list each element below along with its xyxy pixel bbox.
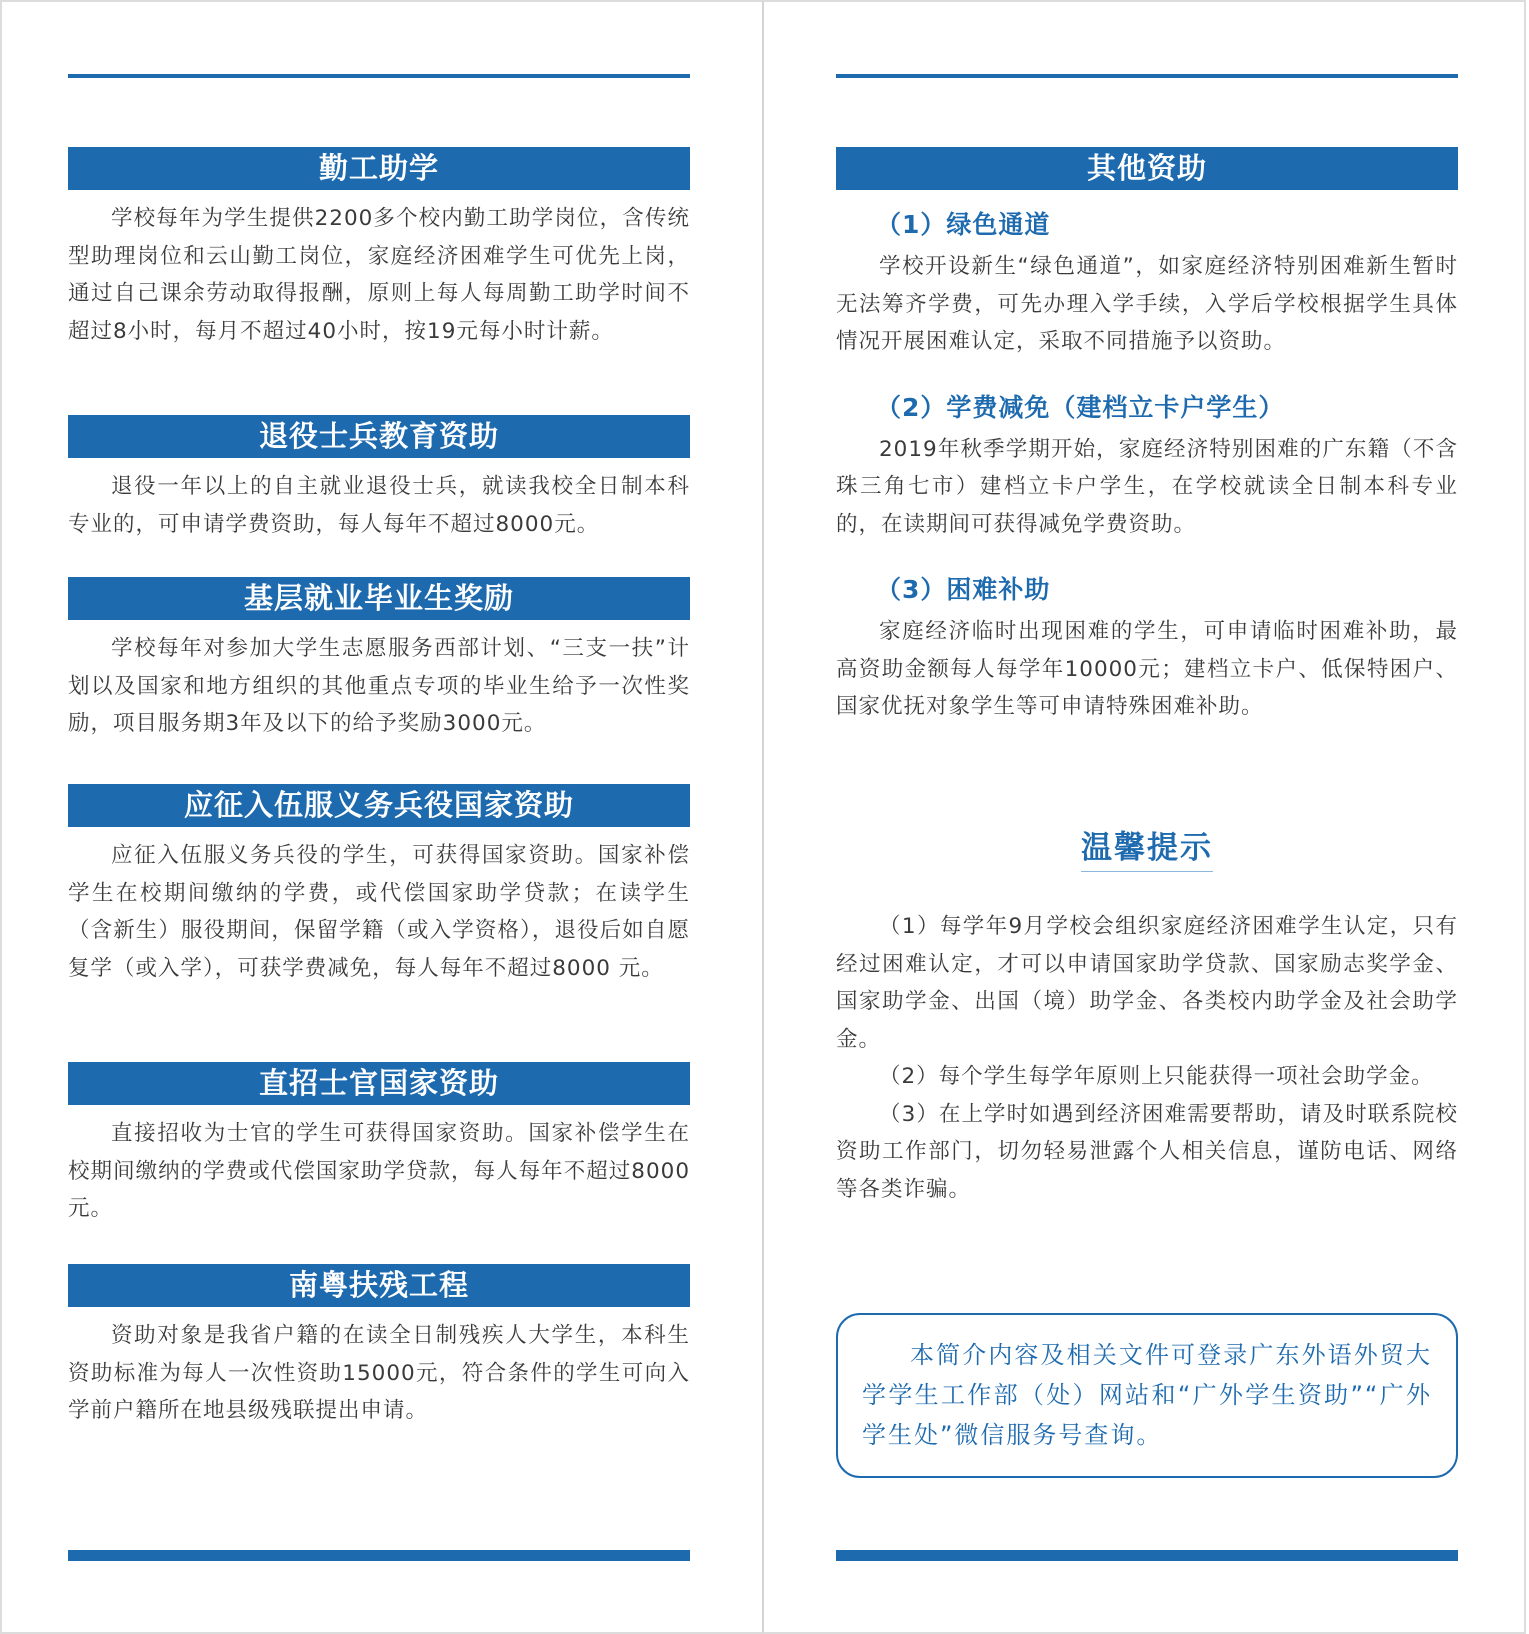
section-title: 勤工助学 xyxy=(68,147,690,190)
section-disability-aid xyxy=(68,1264,690,1430)
section-nco-aid xyxy=(68,1062,690,1228)
bottom-rule xyxy=(68,1550,690,1561)
right-column xyxy=(836,2,1458,1632)
sub-paragraph: 学校开设新生“绿色通道”，如家庭经济特别困难新生暂时无法筹齐学费，可先办理入学手续，入学后学校根据学生具体情况开展困难认定，采取不同措施予以资助。 xyxy=(836,254,1458,354)
left-column xyxy=(68,2,690,1632)
section-paragraph: 应征入伍服义务兵役的学生，可获得国家资助。国家补偿学生在校期间缴纳的学费，或代偿国家助学贷款；在读学生（含新生）服役期间，保留学籍（或入学资格），退役后如自愿复学（或入学），可获学费减免，每人每年不超过8000 元。 xyxy=(68,843,690,981)
section-veteran-aid xyxy=(68,415,690,543)
section-paragraph: 学校每年为学生提供2200多个校内勤工助学岗位，含传统型助理岗位和云山勤工岗位，家庭经济困难学生可优先上岗，通过自己课余劳动取得报酬，原则上每人每周勤工助学时间不超过8小时，每月不超过40小时，按19元每小时计薪。 xyxy=(68,206,690,344)
section-paragraph: 资助对象是我省户籍的在读全日制残疾人大学生，本科生资助标准为每人一次性资助15000元，符合条件的学生可向入学前户籍所在地县级残联提出申请。 xyxy=(68,1323,690,1423)
section-other-aid xyxy=(836,147,1458,726)
top-rule xyxy=(836,74,1458,78)
sub-paragraph: 2019年秋季学期开始，家庭经济特别困难的广东籍（不含珠三角七市）建档立卡户学生，在学校就读全日制本科专业的，在读期间可获得减免学费资助。 xyxy=(836,436,1458,537)
right-page xyxy=(763,0,1526,1634)
section-work-study xyxy=(68,147,690,350)
info-note-box xyxy=(836,1313,1458,1478)
other-item-tuition-waiver xyxy=(836,389,1458,544)
sub-heading: （3）困难补助 xyxy=(876,575,1051,604)
tip-item: （1）每学年9月学校会组织家庭经济困难学生认定，只有经过困难认定，才可以申请国家助学贷款、国家励志奖学金、国家助学金、出国（境）助学金、各类校内助学金及社会助学金。 xyxy=(836,914,1458,1052)
section-paragraph: 直接招收为士官的学生可获得国家资助。国家补偿学生在校期间缴纳的学费或代偿国家助学贷款，每人每年不超过8000 元。 xyxy=(68,1121,690,1221)
sub-heading: （2）学费减免（建档立卡户学生） xyxy=(876,392,1285,422)
section-title: 应征入伍服义务兵役国家资助 xyxy=(68,784,690,827)
section-conscription-aid xyxy=(68,784,690,987)
section-title: 南粤扶残工程 xyxy=(68,1264,690,1307)
tip-item: （3）在上学时如遇到经济困难需要帮助，请及时联系院校资助工作部门，切勿轻易泄露个人相关信息，谨防电话、网络等各类诈骗。 xyxy=(836,1101,1458,1202)
sub-heading: （1）绿色通道 xyxy=(876,210,1051,239)
tip-item: （2）每个学生每学年原则上只能获得一项社会助学金。 xyxy=(879,1064,1434,1089)
section-paragraph: 退役一年以上的自主就业退役士兵，就读我校全日制本科专业的，可申请学费资助，每人每年不超过8000元。 xyxy=(68,474,690,537)
bottom-rule xyxy=(836,1550,1458,1561)
info-note-text: 本简介内容及相关文件可登录广东外语外贸大学学生工作部（处）网站和“广外学生资助”“广外学生处”微信服务号查询。 xyxy=(862,1341,1432,1449)
top-rule xyxy=(68,74,690,78)
section-title: 基层就业毕业生奖励 xyxy=(68,577,690,620)
left-page xyxy=(0,0,763,1634)
section-paragraph: 学校每年对参加大学生志愿服务西部计划、“三支一扶”计划以及国家和地方组织的其他重点专项的毕业生给予一次性奖励，项目服务期3年及以下的给予奖励3000元。 xyxy=(68,636,690,736)
tips-list xyxy=(836,908,1458,1208)
section-tips xyxy=(836,822,1458,1208)
section-title: 直招士官国家资助 xyxy=(68,1062,690,1105)
tips-title: 温馨提示 xyxy=(836,822,1458,872)
sub-paragraph: 家庭经济临时出现困难的学生，可申请临时困难补助，最高资助金额每人每学年10000元；建档立卡户、低保特困户、国家优抚对象学生等可申请特殊困难补助。 xyxy=(836,619,1458,719)
section-title: 其他资助 xyxy=(836,147,1458,190)
section-grassroots-award xyxy=(68,577,690,743)
section-title: 退役士兵教育资助 xyxy=(68,415,690,458)
other-item-green-channel xyxy=(836,206,1458,361)
other-item-hardship-subsidy xyxy=(836,571,1458,726)
